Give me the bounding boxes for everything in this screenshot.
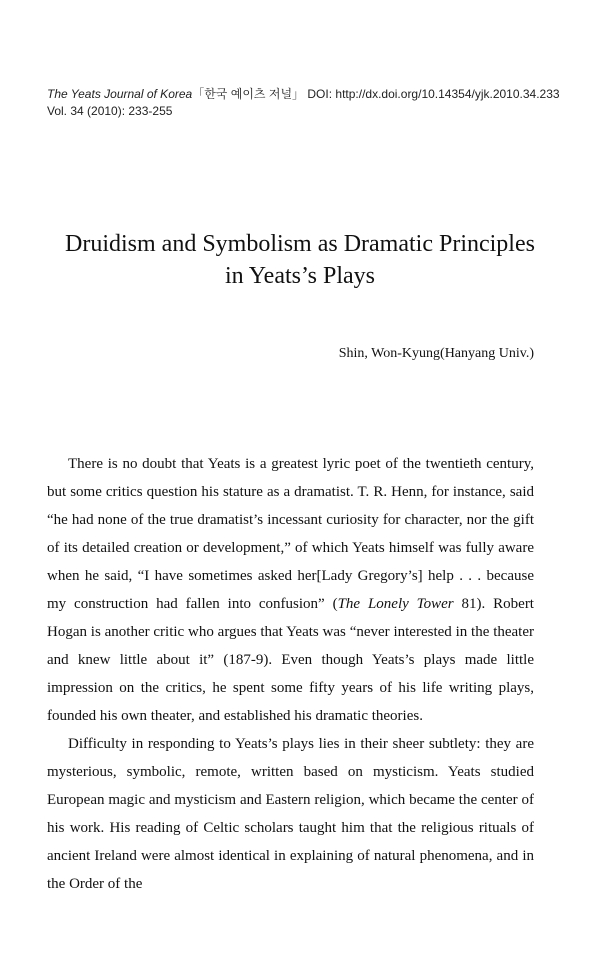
journal-name: The Yeats Journal of Korea [47,87,193,101]
volume-info: Vol. 34 (2010): 233-255 [47,103,173,118]
paper-title [20,228,580,292]
doi-link[interactable]: DOI: http://dx.doi.org/10.14354/yjk.2010.34.233 [307,87,560,101]
paragraph-1 [47,450,534,730]
paper-title-line-2: in Yeats’s Plays [224,263,376,289]
paper-title-line-1: Druidism and Symbolism as Dramatic Principles [65,231,535,257]
body-text [47,450,534,898]
cited-work-title: The Lonely Tower [337,596,454,612]
paragraph-2: Difficulty in responding to Yeats’s plays lies in their sheer subtlety: they are mysterious, symbolic, remote, written based on mysticism. Yeats studied European magic and mysticism and Eastern religion, which became the center of his work. His reading of Celtic scholars taught him that the religious rituals of ancient Ireland were almost identical in explaining of natural phenomena, and in the Order of the [47,736,534,892]
journal-korean-title: 「한국 예이츠 저널」 [192,87,305,101]
paragraph-1-part-a: There is no doubt that Yeats is a greatest lyric poet of the twentieth century, but some critics question his stature as a dramatist. T. R. Henn, for instance, said “he had none of the true dramatist’s incessant curiosity for character, nor the gift of its detailed creation or development,” of which Yeats himself was fully aware when he said, “I have sometimes asked her[Lady Gregory’s] help . . . because my construction had fallen into confusion” ( [47,456,534,612]
journal-citation-line [47,86,567,103]
journal-header [47,86,567,119]
paragraph-1-part-b: 81). Robert Hogan is another critic who argues that Yeats was “never interested in the theater and knew little about it” (187-9). Even though Yeats’s plays made little impression on the critics, he spent some fifty years of his life writing plays, founded his own theater, and established his dramatic theories. [47,596,534,724]
author-affiliation: Shin, Won-Kyung(Hanyang Univ.) [338,346,534,361]
